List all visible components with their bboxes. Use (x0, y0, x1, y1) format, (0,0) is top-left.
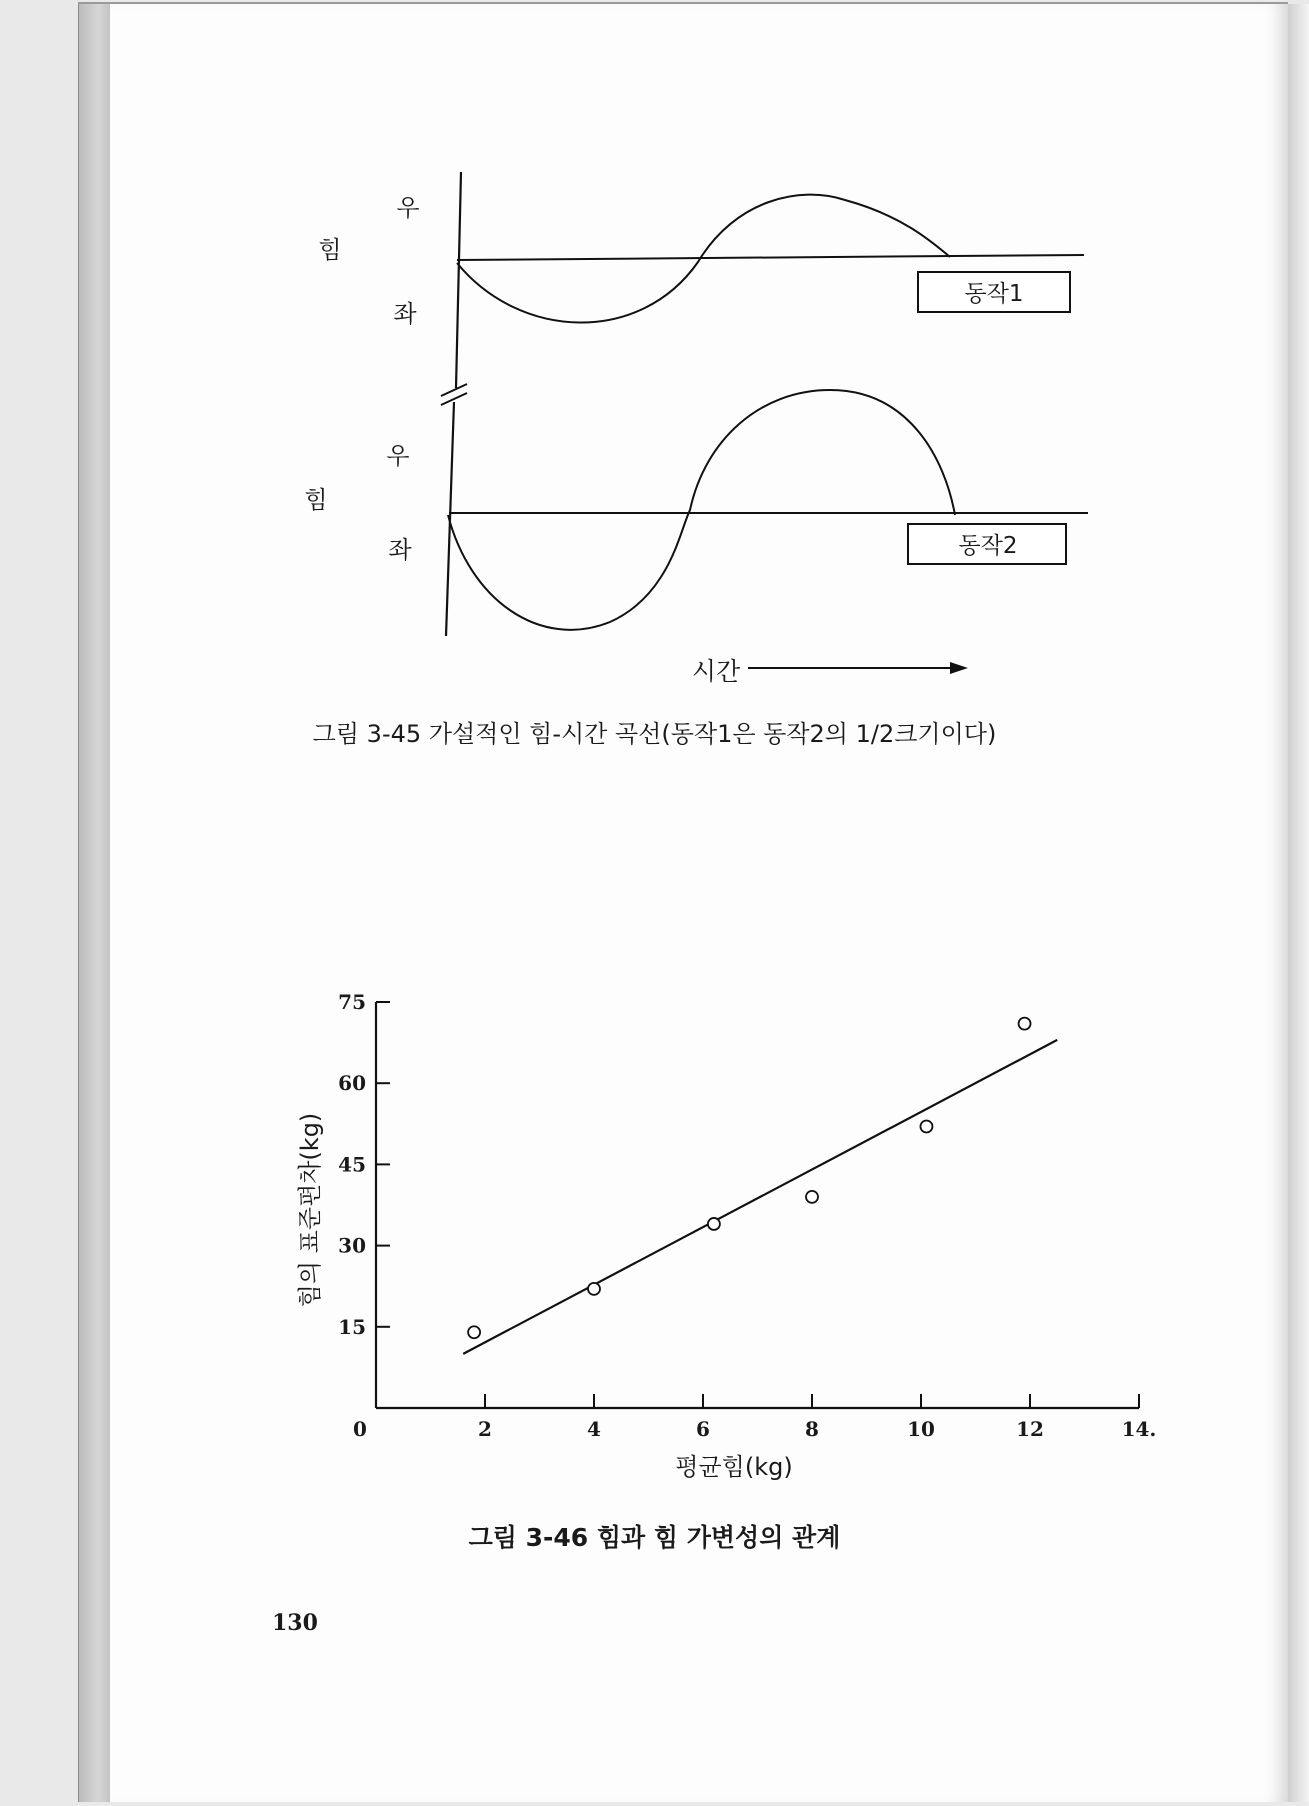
panel1-left-label: 좌 (393, 300, 417, 328)
time-axis-label: 시간 (691, 657, 741, 686)
x-tick-label: 14. (1121, 1417, 1157, 1441)
x-tick-label: 6 (696, 1417, 710, 1441)
x-axis-title: 평균힘(kg) (675, 1453, 793, 1481)
y-tick-label: 45 (338, 1152, 366, 1177)
panel1-label-text: 동작1 (964, 281, 1024, 307)
y-tick-label: 15 (338, 1314, 366, 1339)
x-tick-label: 10 (907, 1417, 935, 1441)
fig1-axis-upper (456, 172, 461, 388)
panel1-force-label: 힘 (318, 236, 342, 264)
force-variability-chart (0, 960, 1309, 1500)
y-tick-label: 30 (338, 1233, 366, 1258)
panel2-force-label: 힘 (304, 486, 328, 514)
y-axis-title: 힘의 표준편차(kg) (296, 1112, 324, 1308)
y-tick-label: 75 (338, 990, 366, 1014)
data-point (1019, 1018, 1031, 1030)
x-tick-label: 4 (587, 1417, 601, 1441)
x-tick-label: 8 (805, 1417, 819, 1441)
time-arrow-head (950, 662, 968, 674)
x-tick-label: 0 (353, 1417, 367, 1441)
x-tick-label: 12 (1016, 1417, 1044, 1441)
data-point (708, 1218, 720, 1230)
panel1-baseline (457, 255, 1084, 260)
data-point (920, 1121, 932, 1133)
panel2-label-text: 동작2 (958, 533, 1018, 559)
force-time-figure (0, 0, 1309, 760)
figure-3-45-caption: 그림 3-45 가설적인 힘-시간 곡선(동작1은 동작2의 1/2크기이다) (312, 720, 997, 748)
data-point (806, 1191, 818, 1203)
panel2-right-label: 우 (386, 442, 410, 470)
data-point (468, 1326, 480, 1338)
panel2-force-curve (448, 390, 955, 630)
page-number: 130 (272, 1610, 318, 1636)
data-point (588, 1283, 600, 1295)
panel2-left-label: 좌 (388, 536, 412, 564)
fit-line (463, 1040, 1057, 1354)
panel1-right-label: 우 (396, 194, 420, 222)
y-tick-label: 60 (338, 1071, 366, 1096)
x-tick-label: 2 (478, 1417, 492, 1441)
figure-3-46-caption: 그림 3-46 힘과 힘 가변성의 관계 (468, 1523, 841, 1552)
